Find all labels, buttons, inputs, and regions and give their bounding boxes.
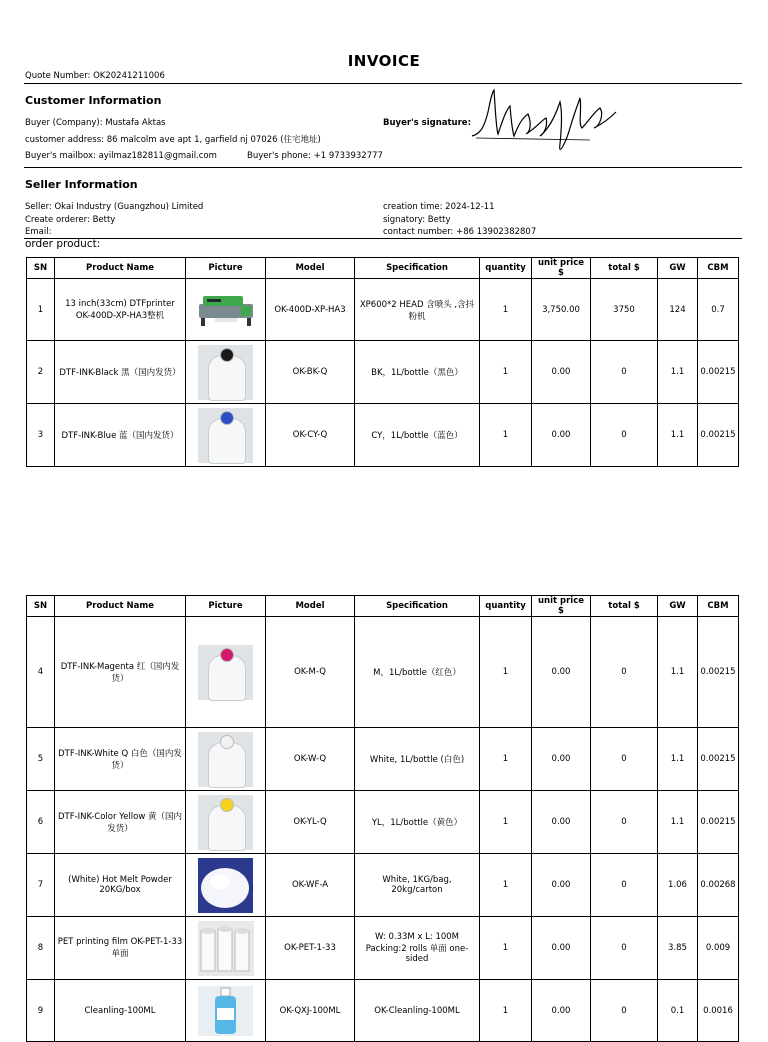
seller-email: Email: bbox=[25, 227, 52, 237]
column-header: SN bbox=[27, 596, 55, 617]
column-header: unit price $ bbox=[532, 596, 591, 617]
ink-bottle-yellow-image bbox=[198, 795, 253, 850]
gw-cell: 0.1 bbox=[658, 980, 698, 1042]
quantity-cell: 1 bbox=[480, 728, 532, 791]
gw-cell: 3.85 bbox=[658, 917, 698, 980]
ink-bottle-magenta-image bbox=[198, 645, 253, 700]
product-name-cell: PET printing film OK-PET-1-33 单面 bbox=[55, 917, 186, 980]
picture-cell bbox=[186, 980, 266, 1042]
buyer-mailbox: Buyer's mailbox: ayilmaz182811@gmail.com bbox=[25, 151, 217, 161]
picture-cell bbox=[186, 341, 266, 404]
ink-bottle-blue-image bbox=[198, 408, 253, 463]
gw-cell: 1.1 bbox=[658, 791, 698, 854]
signatory: signatory: Betty bbox=[383, 215, 451, 225]
table-row bbox=[27, 617, 739, 728]
gw-cell: 124 bbox=[658, 279, 698, 341]
unit-price-cell: 3,750.00 bbox=[532, 279, 591, 341]
specification-cell: M，1L/bottle（红色） bbox=[355, 617, 480, 728]
sn-cell: 8 bbox=[27, 917, 55, 980]
column-header: quantity bbox=[480, 596, 532, 617]
model-cell: OK-YL-Q bbox=[266, 791, 355, 854]
sn-cell: 7 bbox=[27, 854, 55, 917]
sn-cell: 2 bbox=[27, 341, 55, 404]
customer-heading: Customer Information bbox=[25, 94, 162, 107]
specification-cell: White, 1L/bottle (白色) bbox=[355, 728, 480, 791]
column-header: quantity bbox=[480, 258, 532, 279]
ink-bottle-white-image bbox=[198, 732, 253, 787]
total-cell: 0 bbox=[591, 341, 658, 404]
buyer-company: Buyer (Company): Mustafa Aktas bbox=[25, 118, 166, 128]
column-header: total $ bbox=[591, 258, 658, 279]
cbm-cell: 0.00215 bbox=[698, 404, 739, 467]
specification-cell: XP600*2 HEAD 含喷头 ,含抖粉机 bbox=[355, 279, 480, 341]
column-header: Picture bbox=[186, 596, 266, 617]
invoice-title: INVOICE bbox=[347, 52, 421, 70]
contact-number: contact number: +86 13902382807 bbox=[383, 227, 537, 237]
model-cell: OK-PET-1-33 bbox=[266, 917, 355, 980]
sn-cell: 4 bbox=[27, 617, 55, 728]
specification-cell: CY，1L/bottle（蓝色） bbox=[355, 404, 480, 467]
sn-cell: 3 bbox=[27, 404, 55, 467]
total-cell: 0 bbox=[591, 917, 658, 980]
quantity-cell: 1 bbox=[480, 617, 532, 728]
creation-time: creation time: 2024-12-11 bbox=[383, 202, 495, 212]
picture-cell bbox=[186, 404, 266, 467]
model-cell: OK-400D-XP-HA3 bbox=[266, 279, 355, 341]
column-header: GW bbox=[658, 258, 698, 279]
product-name-cell: DTF-INK-Black 黑（国内发货） bbox=[55, 341, 186, 404]
specification-cell: W: 0.33M x L: 100M Packing:2 rolls 单面 one-sided bbox=[355, 917, 480, 980]
cbm-cell: 0.00215 bbox=[698, 617, 739, 728]
quantity-cell: 1 bbox=[480, 980, 532, 1042]
column-header: Product Name bbox=[55, 258, 186, 279]
cbm-cell: 0.00215 bbox=[698, 341, 739, 404]
product-name-cell: DTF-INK-Blue 蓝（国内发货） bbox=[55, 404, 186, 467]
quantity-cell: 1 bbox=[480, 341, 532, 404]
table-header-row bbox=[27, 596, 739, 617]
model-cell: OK-QXJ-100ML bbox=[266, 980, 355, 1042]
unit-price-cell: 0.00 bbox=[532, 854, 591, 917]
model-cell: OK-BK-Q bbox=[266, 341, 355, 404]
sn-cell: 5 bbox=[27, 728, 55, 791]
table-row bbox=[27, 728, 739, 791]
seller-heading: Seller Information bbox=[25, 178, 138, 191]
unit-price-cell: 0.00 bbox=[532, 791, 591, 854]
cbm-cell: 0.00215 bbox=[698, 791, 739, 854]
customer-address: customer address: 86 malcolm ave apt 1, garfield nj 07026 (住宅地址) bbox=[25, 135, 321, 145]
cbm-cell: 0.00268 bbox=[698, 854, 739, 917]
total-cell: 0 bbox=[591, 728, 658, 791]
unit-price-cell: 0.00 bbox=[532, 980, 591, 1042]
unit-price-cell: 0.00 bbox=[532, 917, 591, 980]
total-cell: 0 bbox=[591, 617, 658, 728]
gw-cell: 1.1 bbox=[658, 617, 698, 728]
product-name-cell: DTF-INK-Magenta 红（国内发货） bbox=[55, 617, 186, 728]
model-cell: OK-CY-Q bbox=[266, 404, 355, 467]
specification-cell: BK，1L/bottle（黑色） bbox=[355, 341, 480, 404]
column-header: Model bbox=[266, 258, 355, 279]
column-header: SN bbox=[27, 258, 55, 279]
quantity-cell: 1 bbox=[480, 791, 532, 854]
gw-cell: 1.1 bbox=[658, 728, 698, 791]
ink-bottle-black-image bbox=[198, 345, 253, 400]
table-row bbox=[27, 404, 739, 467]
column-header: GW bbox=[658, 596, 698, 617]
column-header: Model bbox=[266, 596, 355, 617]
buyer-signature-image bbox=[470, 84, 620, 166]
sn-cell: 9 bbox=[27, 980, 55, 1042]
unit-price-cell: 0.00 bbox=[532, 404, 591, 467]
column-header: Product Name bbox=[55, 596, 186, 617]
total-cell: 0 bbox=[591, 980, 658, 1042]
product-name-cell: DTF-INK-Color Yellow 黄（国内发货） bbox=[55, 791, 186, 854]
total-cell: 0 bbox=[591, 854, 658, 917]
divider bbox=[24, 238, 742, 239]
gw-cell: 1.1 bbox=[658, 341, 698, 404]
buyer-phone: Buyer's phone: +1 9733932777 bbox=[247, 151, 383, 161]
table-row bbox=[27, 279, 739, 341]
picture-cell bbox=[186, 854, 266, 917]
sn-cell: 1 bbox=[27, 279, 55, 341]
picture-cell bbox=[186, 617, 266, 728]
unit-price-cell: 0.00 bbox=[532, 617, 591, 728]
column-header: total $ bbox=[591, 596, 658, 617]
cbm-cell: 0.7 bbox=[698, 279, 739, 341]
sn-cell: 6 bbox=[27, 791, 55, 854]
seller-name: Seller: Okai Industry (Guangzhou) Limited bbox=[25, 202, 204, 212]
cbm-cell: 0.009 bbox=[698, 917, 739, 980]
quantity-cell: 1 bbox=[480, 854, 532, 917]
table-row bbox=[27, 854, 739, 917]
product-name-cell: 13 inch(33cm) DTFprinter OK-400D-XP-HA3整机 bbox=[55, 279, 186, 341]
product-name-cell: DTF-INK-White Q 白色（国内发货） bbox=[55, 728, 186, 791]
table-header-row bbox=[27, 258, 739, 279]
model-cell: OK-WF-A bbox=[266, 854, 355, 917]
cbm-cell: 0.00215 bbox=[698, 728, 739, 791]
quantity-cell: 1 bbox=[480, 279, 532, 341]
cleaning-bottle-image bbox=[188, 986, 263, 1036]
quantity-cell: 1 bbox=[480, 404, 532, 467]
column-header: unit price $ bbox=[532, 258, 591, 279]
table-row bbox=[27, 341, 739, 404]
picture-cell bbox=[186, 917, 266, 980]
column-header: Specification bbox=[355, 258, 480, 279]
order-table-page-2 bbox=[26, 595, 739, 1042]
table-row bbox=[27, 791, 739, 854]
unit-price-cell: 0.00 bbox=[532, 728, 591, 791]
divider bbox=[24, 167, 742, 168]
signature-label: Buyer's signature: bbox=[383, 118, 471, 128]
divider bbox=[24, 83, 742, 84]
gw-cell: 1.06 bbox=[658, 854, 698, 917]
gw-cell: 1.1 bbox=[658, 404, 698, 467]
product-name-cell: (White) Hot Melt Powder 20KG/box bbox=[55, 854, 186, 917]
powder-image bbox=[188, 858, 263, 913]
specification-cell: OK-Cleanling-100ML bbox=[355, 980, 480, 1042]
picture-cell bbox=[186, 728, 266, 791]
column-header: Picture bbox=[186, 258, 266, 279]
specification-cell: White, 1KG/bag, 20kg/carton bbox=[355, 854, 480, 917]
order-table-page-1 bbox=[26, 257, 739, 467]
create-orderer: Create orderer: Betty bbox=[25, 215, 116, 225]
total-cell: 3750 bbox=[591, 279, 658, 341]
picture-cell bbox=[186, 279, 266, 341]
product-name-cell: Cleanling-100ML bbox=[55, 980, 186, 1042]
column-header: Specification bbox=[355, 596, 480, 617]
quantity-cell: 1 bbox=[480, 917, 532, 980]
unit-price-cell: 0.00 bbox=[532, 341, 591, 404]
model-cell: OK-M-Q bbox=[266, 617, 355, 728]
specification-cell: YL，1L/bottle（黄色） bbox=[355, 791, 480, 854]
film-rolls-image bbox=[188, 921, 263, 976]
picture-cell bbox=[186, 791, 266, 854]
printer-image bbox=[188, 290, 263, 330]
model-cell: OK-W-Q bbox=[266, 728, 355, 791]
quote-number: Quote Number: OK20241211006 bbox=[25, 71, 165, 81]
cbm-cell: 0.0016 bbox=[698, 980, 739, 1042]
column-header: CBM bbox=[698, 258, 739, 279]
table-row bbox=[27, 917, 739, 980]
table-row bbox=[27, 980, 739, 1042]
column-header: CBM bbox=[698, 596, 739, 617]
total-cell: 0 bbox=[591, 791, 658, 854]
total-cell: 0 bbox=[591, 404, 658, 467]
order-product-label: order product: bbox=[25, 238, 101, 250]
